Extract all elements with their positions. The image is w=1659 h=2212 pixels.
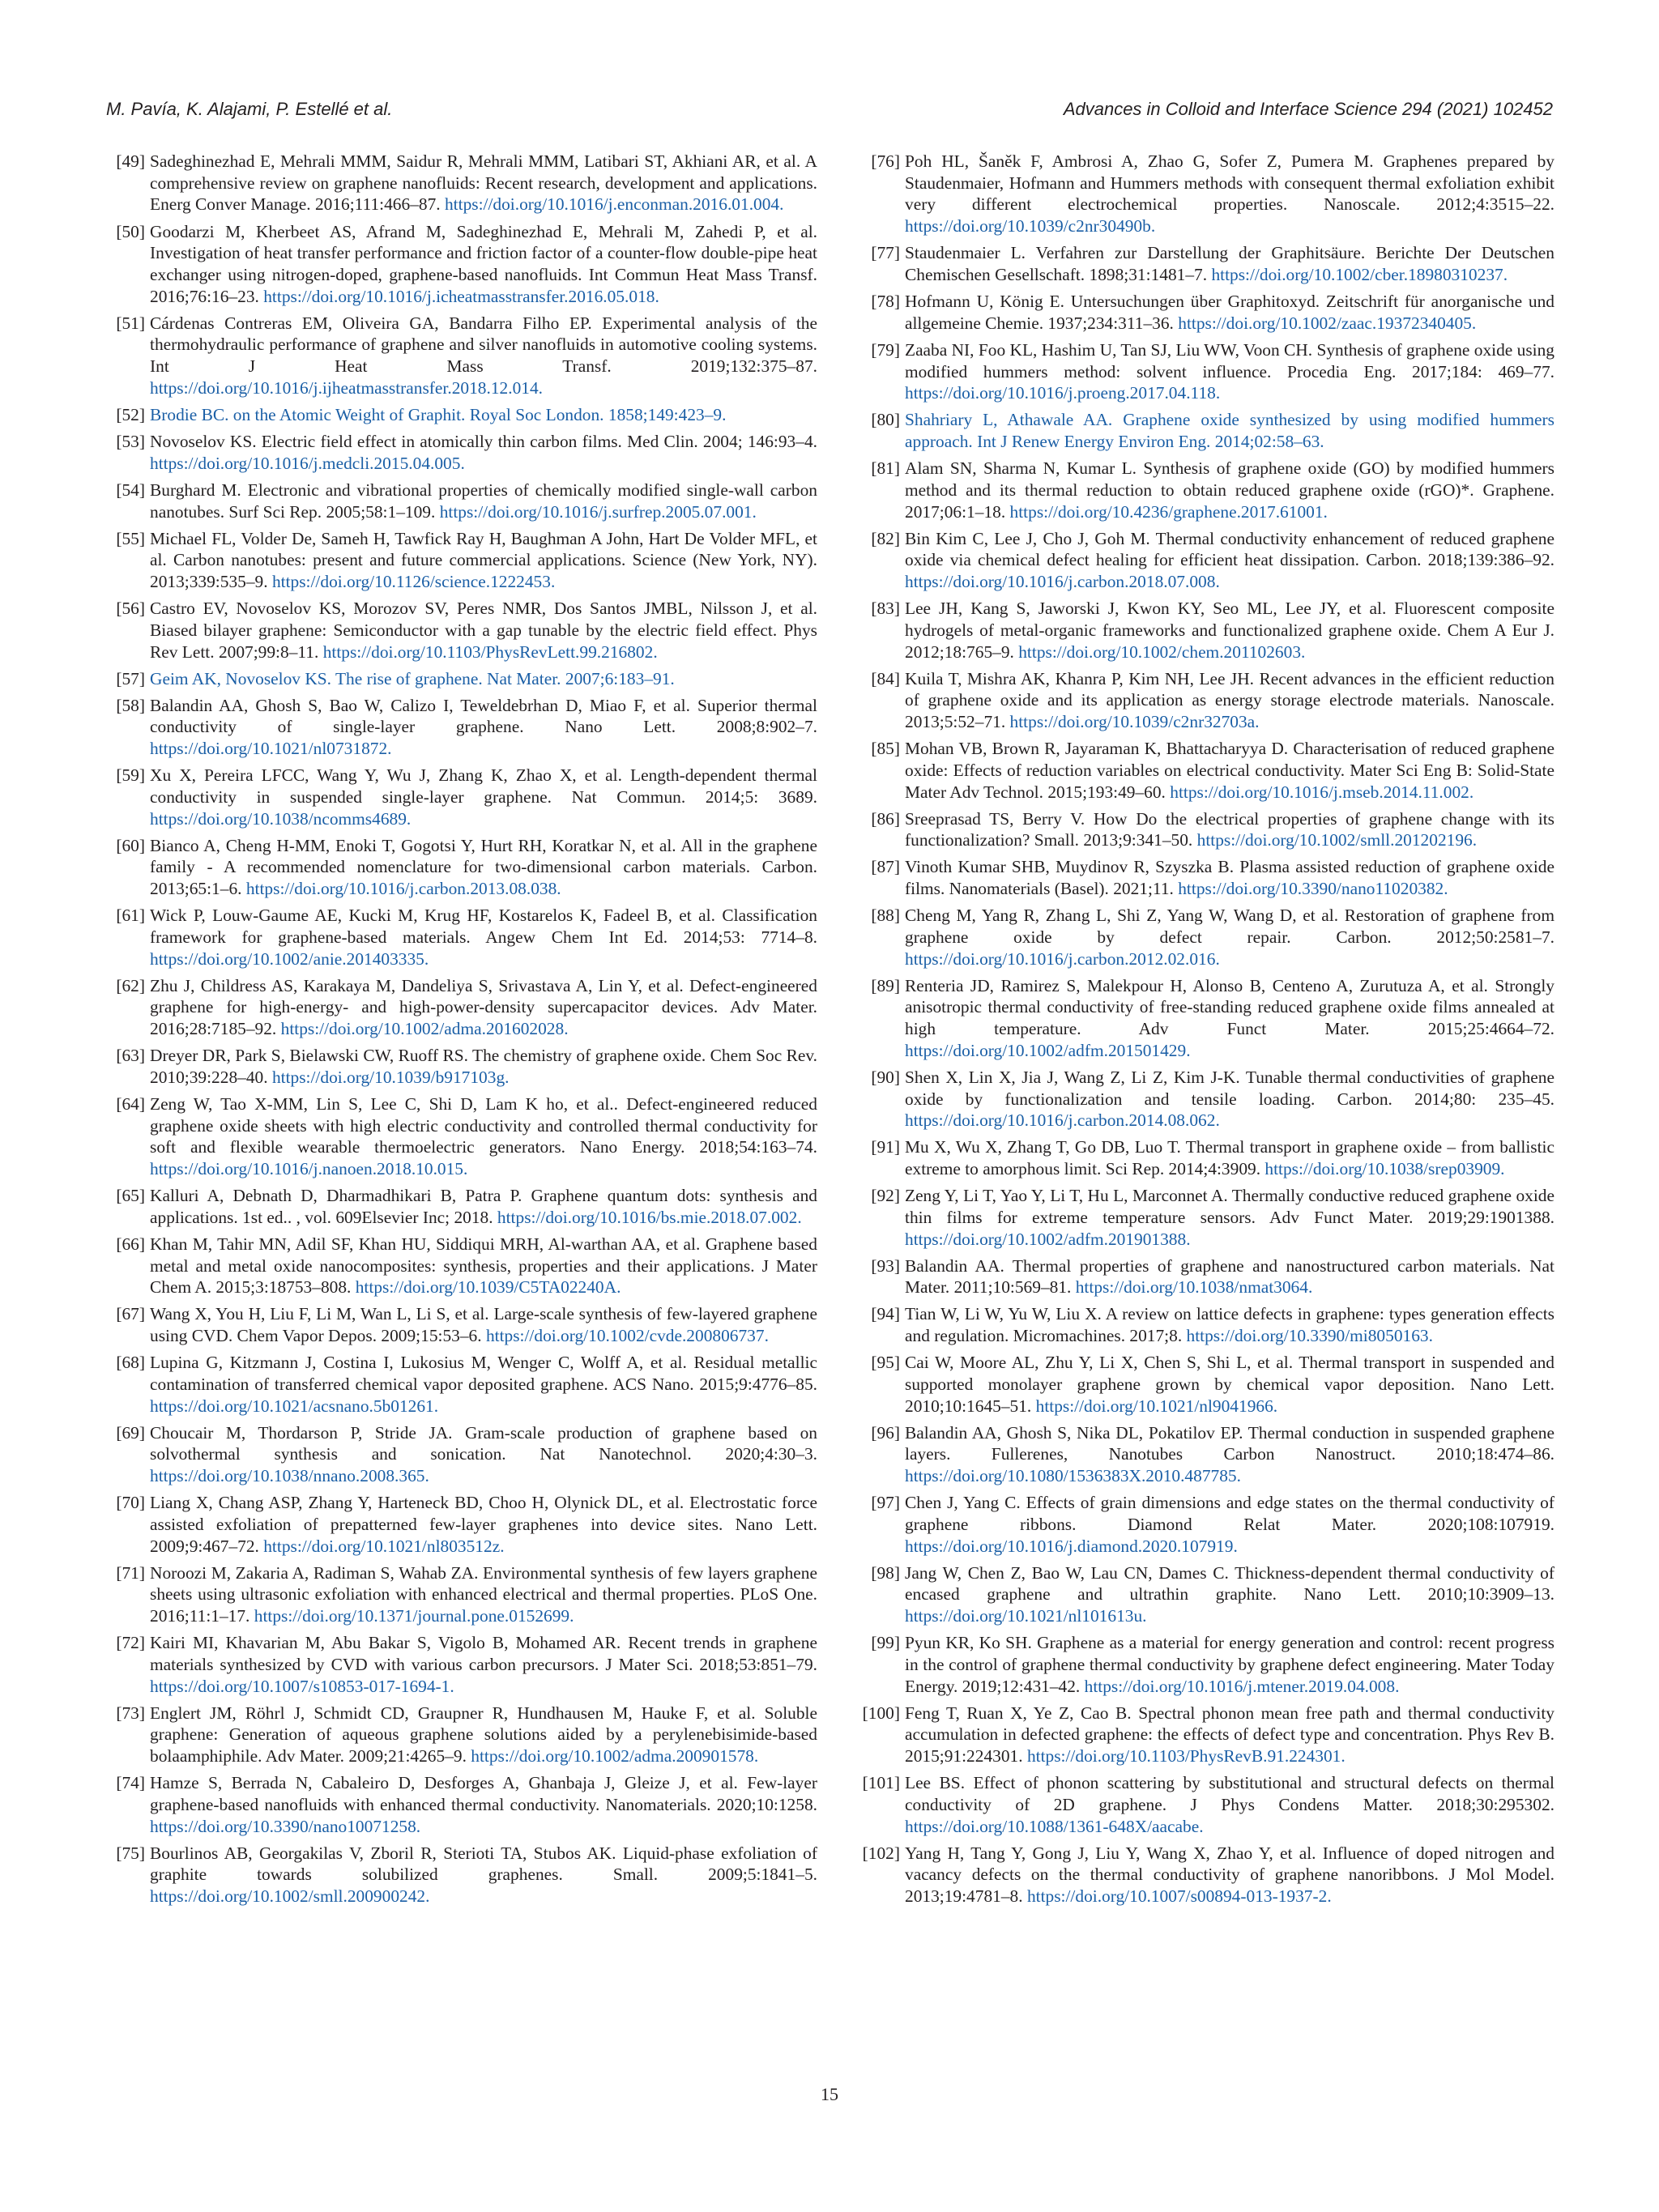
reference-number: [88] [871,906,900,926]
reference-item: [59] Xu X, Pereira LFCC, Wang Y, Wu J, Zhang K, Zhao X, et al. Length-dependent thermal conductivity in suspended single-layer graphene. Nat Commun. 2014;5: 3689. https://doi.org/10.1038/ncomms4689. [106,765,817,829]
reference-item: [55] Michael FL, Volder De, Sameh H, Tawfick Ray H, Baughman A John, Hart De Volder MFL, et al. Carbon nanotubes: present and future commercial applications. Science (New York, NY). 2013;339:535–9. https://doi.org/10.1126/science.1222453. [106,528,817,593]
reference-item [106,404,817,426]
reference-number: [102] [862,1843,900,1863]
reference-link[interactable]: https://doi.org/10.1016/j.diamond.2020.107919 [905,1536,1234,1556]
reference-link[interactable]: https://doi.org/10.3390/nano11020382 [1178,879,1444,899]
reference-text: Tian W, Li W, Yu W, Liu X. A review on lattice defects in graphene: types generation effects and regulation. Micromachines. 2017;8. [905,1304,1555,1346]
reference-item: [83] Lee JH, Kang S, Jaworski J, Kwon KY, Seo ML, Lee JY, et al. Fluorescent composite hydrogels of metal-organic frameworks and functionalized graphene oxide. Chem A Eur J. 2012;18:765–9. https://doi.org/10.1002/chem.201102603. [859,598,1555,663]
reference-item: [95] Cai W, Moore AL, Zhu Y, Li X, Chen S, Shi L, et al. Thermal transport in suspended and supported monolayer graphene grown by chemical vapor deposition. Nano Lett. 2010;10:1645–51. https://doi.org/10.1021/nl9041966. [859,1352,1555,1417]
reference-number: [97] [871,1493,900,1513]
reference-item: [73] Englert JM, Röhrl J, Schmidt CD, Graupner R, Hundhausen M, Hauke F, et al. Soluble graphene: Generation of aqueous graphene solutions aided by a perylenebisimide-based bolaamphiphile. Adv Mater. 2009;21:4265–9. https://doi.org/10.1002/adma.200901578. [106,1703,817,1767]
reference-text: Balandin AA. Thermal properties of graphene and nanostructured carbon materials. Nat Mater. 2011;10:569–81. [905,1255,1555,1298]
reference-item: [88] Cheng M, Yang R, Zhang L, Shi Z, Yang W, Wang D, et al. Restoration of graphene from graphene oxide by defect repair. Carbon. 2012;50:2581–7. https://doi.org/10.1016/j.carbon.2012.02.016. [859,905,1555,970]
reference-number: [51] [116,313,145,333]
reference-number: [59] [116,765,145,786]
reference-text: Burghard M. Electronic and vibrational properties of chemically modified single-wall carbon nanotubes. Surf Sci Rep. 2005;58:1–109. [150,479,817,522]
reference-link[interactable]: https://doi.org/10.1016/bs.mie.2018.07.002 [497,1207,798,1227]
reference-text: Alam SN, Sharma N, Kumar L. Synthesis of graphene oxide (GO) by modified hummers method and its thermal reduction to obtain reduced graphene oxide (rGO)*. Graphene. 2017;06:1–18. [905,458,1555,522]
reference-text: Mohan VB, Brown R, Jayaraman K, Bhattacharyya D. Characterisation of reduced graphene oxide: Effects of reduction variables on electrical conductivity. Mater Sci Eng B: Solid-State Mater Adv Technol. 2015;193:49–60. [905,739,1555,802]
reference-text: Noroozi M, Zakaria A, Radiman S, Wahab ZA. Environmental synthesis of few layers graphene sheets using ultrasonic exfoliation with enhanced electrical and thermal properties. PLoS One. 2016;11:1–17. [150,1562,817,1626]
reference-item: [78] Hofmann U, König E. Untersuchungen über Graphitoxyd. Zeitschrift für anorganische und allgemeine Chemie. 1937;234:311–36. https://doi.org/10.1002/zaac.19372340405. [859,291,1555,334]
reference-link[interactable]: https://doi.org/10.1039/c2nr30490b [905,216,1151,237]
reference-text: Bourlinos AB, Georgakilas V, Zboril R, Sterioti TA, Stubos AK. Liquid-phase exfoliation of graphite towards solubilized graphenes. Small. 2009;5:1841–5. [150,1843,817,1885]
reference-link[interactable]: https://doi.org/10.1016/j.enconman.2016.01.004 [444,194,780,215]
reference-item: [77] Staudenmaier L. Verfahren zur Darstellung der Graphitsäure. Berichte Der Deutschen Chemischen Gesellschaft. 1898;31:1481–7. https://doi.org/10.1002/cber.18980310237. [859,242,1555,285]
reference-number: [68] [116,1353,145,1373]
reference-link[interactable]: https://doi.org/10.1007/s00894-013-1937-2 [1026,1886,1328,1907]
reference-link[interactable]: https://doi.org/10.1021/nl9041966 [1035,1396,1273,1416]
reference-text: Cheng M, Yang R, Zhang L, Shi Z, Yang W, Wang D, et al. Restoration of graphene from graphene oxide by defect repair. Carbon. 2012;50:2581–7. [905,906,1555,947]
reference-link[interactable]: https://doi.org/10.1038/srep03909 [1265,1159,1501,1179]
reference-text: Poh HL, Šaněk F, Ambrosi A, Zhao G, Sofer Z, Pumera M. Graphenes prepared by Staudenmaier, Hofmann and Hummers methods with consequent thermal exfoliation exhibit very different electrochemical properties. Nanoscale. 2012;4:3515–22. [905,151,1555,215]
reference-text: Bianco A, Cheng H-MM, Enoki T, Gogotsi Y, Hurt RH, Koratkar N, et al. All in the graphene family - A recommended nomenclature for two-dimensional carbon materials. Carbon. 2013;65:1–6. [150,835,817,899]
reference-number: [60] [116,835,145,855]
reference-link[interactable]: https://doi.org/10.1002/adma.201602028 [280,1019,565,1039]
reference-item: [63] Dreyer DR, Park S, Bielawski CW, Ruoff RS. The chemistry of graphene oxide. Chem Soc Rev. 2010;39:228–40. https://doi.org/10.1039/b917103g. [106,1045,817,1088]
reference-text: Balandin AA, Ghosh S, Bao W, Calizo I, Teweldebrhan D, Miao F, et al. Superior thermal conductivity of single-layer graphene. Nano Lett. 2008;8:902–7. [150,695,817,737]
reference-number: [75] [116,1843,145,1863]
reference-number: [93] [871,1255,900,1276]
reference-item [859,409,1555,452]
reference-number: [81] [871,458,900,479]
reference-text: Goodarzi M, Kherbeet AS, Afrand M, Sadeghinezhad E, Mehrali M, Zahedi P, et al. Investigation of heat transfer performance and friction factor of a counter-flow double-pipe heat exchanger using nitrogen-doped, graphene-based nanofluids. Int Commun Heat Mass Transf. 2016;76:16–23. [150,221,817,306]
reference-number: [96] [871,1422,900,1443]
reference-number: [63] [116,1046,145,1066]
reference-item: [91] Mu X, Wu X, Zhang T, Go DB, Luo T. Thermal transport in graphene oxide – from ballistic extreme to amorphous limit. Sci Rep. 2014;4:3909. https://doi.org/10.1038/srep03909. [859,1136,1555,1179]
reference-text: Castro EV, Novoselov KS, Morozov SV, Peres NMR, Dos Santos JMBL, Nilsson J, et al. Biased bilayer graphene: Semiconductor with a gap tunable by the electric field effect. Phys Rev Lett. 2007;99:8–11. [150,599,817,662]
reference-number: [90] [871,1067,900,1087]
reference-link[interactable]: Brodie BC. on the Atomic Weight of Graphit. Royal Soc London. 1858;149:423–9. [150,404,727,424]
reference-text: Khan M, Tahir MN, Adil SF, Khan HU, Siddiqui MRH, Al-warthan AA, et al. Graphene based metal and metal oxide nanocomposites: synthesis, properties and their applications. J Mater Chem A. 2015;3:18753–808. [150,1234,817,1298]
reference-link[interactable]: https://doi.org/10.1016/j.icheatmasstransfer.2016.05.018 [263,286,655,306]
reference-link[interactable]: https://doi.org/10.1002/smll.201202196 [1196,830,1473,850]
reference-number: [92] [871,1186,900,1206]
reference-text: Zaaba NI, Foo KL, Hashim U, Tan SJ, Liu WW, Voon CH. Synthesis of graphene oxide using modified hummers method: solvent influence. Procedia Eng. 2017;184: 469–77. [905,339,1555,381]
reference-number: [100] [862,1703,900,1723]
reference-link[interactable]: https://doi.org/10.1126/science.1222453 [271,572,551,591]
reference-link[interactable]: https://doi.org/10.1021/nl101613u [905,1606,1143,1626]
reference-link[interactable]: https://doi.org/10.1080/1536383X.2010.487785 [905,1466,1237,1486]
reference-text: Zeng Y, Li T, Yao Y, Li T, Hu L, Marconnet A. Thermally conductive reduced graphene oxide thin films for extreme temperature sensors. Adv Funct Mater. 2019;29:1901388. [905,1186,1555,1227]
reference-item: [61] Wick P, Louw-Gaume AE, Kucki M, Krug HF, Kostarelos K, Fadeel B, et al. Classification framework for graphene-based materials. Angew Chem Int Ed. 2014;53: 7714–8. https://doi.org/10.1002/anie.201403335. [106,905,817,970]
reference-link[interactable]: https://doi.org/10.1002/adfm.201901388 [905,1229,1187,1249]
reference-item: [75] Bourlinos AB, Georgakilas V, Zboril R, Sterioti TA, Stubos AK. Liquid-phase exfoliation of graphite towards solubilized graphenes. Small. 2009;5:1841–5. https://doi.org/10.1002/smll.200900242. [106,1843,817,1907]
reference-number: [69] [116,1422,145,1443]
reference-number: [87] [871,857,900,877]
reference-link[interactable]: https://doi.org/10.1103/PhysRevB.91.224301 [1026,1746,1341,1767]
reference-number: [49] [116,151,145,171]
reference-item: [84] Kuila T, Mishra AK, Khanra P, Kim NH, Lee JH. Recent advances in the efficient reduction of graphene oxide and its application as energy storage electrode materials. Nanoscale. 2013;5:52–71. https://doi.org/10.1039/c2nr32703a. [859,668,1555,733]
reference-link[interactable]: https://doi.org/10.1002/chem.201102603 [1018,641,1302,662]
header-authors: M. Pavía, K. Alajami, P. Estellé et al. [106,99,393,119]
reference-number: [64] [116,1093,145,1114]
reference-text: Lee BS. Effect of phonon scattering by substitutional and structural defects on thermal conductivity of 2D graphene. J Phys Condens Matter. 2018;30:295302. [905,1773,1555,1814]
reference-number: [74] [116,1773,145,1793]
reference-text: Kalluri A, Debnath D, Dharmadhikari B, Patra P. Graphene quantum dots: synthesis and applications. 1st ed.. , vol. 609Elsevier Inc; 2018. [150,1186,817,1227]
reference-text: Jang W, Chen Z, Bao W, Lau CN, Dames C. Thickness-dependent thermal conductivity of encased graphene and ultrathin graphite. Nano Lett. 2010;10:3909–13. [905,1562,1555,1605]
reference-item: [89] Renteria JD, Ramirez S, Malekpour H, Alonso B, Centeno A, Zurutuza A, et al. Strongly anisotropic thermal conductivity of free-standing reduced graphene oxide films annealed at high temperature. Adv Funct Mater. 2015;25:4664–72. https://doi.org/10.1002/adfm.201501429. [859,975,1555,1062]
reference-link[interactable]: https://doi.org/10.1038/nmat3064 [1075,1277,1308,1298]
reference-link[interactable]: https://doi.org/10.1002/adma.200901578 [471,1746,754,1767]
reference-link[interactable]: https://doi.org/10.1016/j.carbon.2013.08.038 [245,879,557,899]
running-header [106,99,1553,131]
reference-link[interactable]: https://doi.org/10.1039/b917103g [271,1067,505,1087]
reference-text: Bin Kim C, Lee J, Cho J, Goh M. Thermal conductivity enhancement of reduced graphene oxide via chemical defect healing for efficient heat dissipation. Carbon. 2018;139:386–92. [905,528,1555,570]
reference-link[interactable]: https://doi.org/10.1002/cber.18980310237 [1211,264,1503,284]
reference-item: [90] Shen X, Lin X, Jia J, Wang Z, Li Z, Kim J-K. Tunable thermal conductivities of graphene oxide by functionalization and tensile loading. Carbon. 2014;80: 235–45. https://doi.org/10.1016/j.carbon.2014.08.062. [859,1067,1555,1132]
reference-link[interactable]: https://doi.org/10.4236/graphene.2017.61001 [1009,501,1324,522]
reference-number: [50] [116,221,145,241]
reference-link[interactable]: https://doi.org/10.1016/j.ijheatmasstransfer.2018.12.014 [150,377,539,398]
reference-number: [66] [116,1234,145,1254]
reference-text: Mu X, Wu X, Zhang T, Go DB, Luo T. Thermal transport in graphene oxide – from ballistic extreme to amorphous limit. Sci Rep. 2014;4:3909. [905,1137,1555,1179]
reference-text: Michael FL, Volder De, Sameh H, Tawfick Ray H, Baughman A John, Hart De Volder MFL, et al. Carbon nanotubes: present and future commercial applications. Science (New York, NY). 2013;339:535–9. [150,528,817,591]
reference-text: Liang X, Chang ASP, Zhang Y, Harteneck BD, Choo H, Olynick DL, et al. Electrostatic force assisted exfoliation of prepatterned few-layer graphenes into device sites. Nano Lett. 2009;9:467–72. [150,1493,817,1556]
reference-item: [82] Bin Kim C, Lee J, Cho J, Goh M. Thermal conductivity enhancement of reduced graphene oxide via chemical defect healing for efficient heat dissipation. Carbon. 2018;139:386–92. https://doi.org/10.1016/j.carbon.2018.07.008. [859,528,1555,593]
reference-item: [74] Hamze S, Berrada N, Cabaleiro D, Desforges A, Ghanbaja J, Gleize J, et al. Few-layer graphene-based nanofluids with enhanced thermal conductivity. Nanomaterials. 2020;10:1258. https://doi.org/10.3390/nano10071258. [106,1772,817,1837]
reference-link[interactable]: https://doi.org/10.1021/nl803512z [263,1536,501,1556]
reference-text: Balandin AA, Ghosh S, Nika DL, Pokatilov EP. Thermal conduction in suspended graphene layers. Fullerenes, Nanotubes Carbon Nanostruct. 2010;18:474–86. [905,1422,1555,1464]
reference-item: [85] Mohan VB, Brown R, Jayaraman K, Bhattacharyya D. Characterisation of reduced graphene oxide: Effects of reduction variables on electrical conductivity. Mater Sci Eng B: Solid-State Mater Adv Technol. 2015;193:49–60. https://doi.org/10.1016/j.mseb.2014.11.002. [859,738,1555,803]
reference-text: Yang H, Tang Y, Gong J, Liu Y, Wang X, Zhao Y, et al. Influence of doped nitrogen and vacancy defects on the thermal conductivity of graphene nanoribbons. J Mol Model. 2013;19:4781–8. [905,1843,1555,1907]
reference-item: [66] Khan M, Tahir MN, Adil SF, Khan HU, Siddiqui MRH, Al-warthan AA, et al. Graphene based metal and metal oxide nanocomposites: synthesis, properties and their applications. J Mater Chem A. 2015;3:18753–808. https://doi.org/10.1039/C5TA02240A. [106,1234,817,1298]
reference-number: [67] [116,1304,145,1324]
reference-number: [54] [116,479,145,500]
reference-number: [82] [871,528,900,548]
reference-link[interactable]: https://doi.org/10.1016/j.mseb.2014.11.002 [1170,782,1469,802]
reference-number: [83] [871,599,900,619]
reference-text: Feng T, Ruan X, Ye Z, Cao B. Spectral phonon mean free path and thermal conductivity accumulation in defected graphene: the effects of defect type and concentration. Phys Rev B. 2015;91:224301. [905,1703,1555,1767]
reference-number: [95] [871,1353,900,1373]
reference-link[interactable]: https://doi.org/10.1371/journal.pone.0152699 [254,1606,570,1626]
reference-number: [89] [871,975,900,995]
reference-item: [79] Zaaba NI, Foo KL, Hashim U, Tan SJ, Liu WW, Voon CH. Synthesis of graphene oxide using modified hummers method: solvent influence. Procedia Eng. 2017;184: 469–77. https://doi.org/10.1016/j.proeng.2017.04.118. [859,339,1555,404]
reference-link[interactable]: https://doi.org/10.1016/j.surfrep.2005.07.001 [439,501,753,522]
reference-link[interactable]: https://doi.org/10.1016/j.carbon.2018.07.008 [905,572,1216,591]
reference-link[interactable]: https://doi.org/10.3390/nano10071258 [150,1816,416,1836]
reference-link[interactable]: Shahriary L, Athawale AA. Graphene oxide synthesized by using modified hummers approach. Int J Renew Energy Environ Eng. 2014;02:58–63. [905,410,1555,451]
reference-item: [70] Liang X, Chang ASP, Zhang Y, Harteneck BD, Choo H, Olynick DL, et al. Electrostatic force assisted exfoliation of prepatterned few-layer graphenes into device sites. Nano Lett. 2009;9:467–72. https://doi.org/10.1021/nl803512z. [106,1492,817,1557]
reference-link[interactable]: https://doi.org/10.1007/s10853-017-1694-1 [150,1676,450,1696]
reference-text: Novoselov KS. Electric field effect in atomically thin carbon films. Med Clin. 2004; 146:93–4. [150,432,817,451]
reference-item: [87] Vinoth Kumar SHB, Muydinov R, Szyszka B. Plasma assisted reduction of graphene oxide films. Nanomaterials (Basel). 2021;11. https://doi.org/10.3390/nano11020382. [859,856,1555,899]
reference-text: Dreyer DR, Park S, Bielawski CW, Ruoff RS. The chemistry of graphene oxide. Chem Soc Rev. 2010;39:228–40. [150,1046,817,1087]
reference-text: Pyun KR, Ko SH. Graphene as a material for energy generation and control: recent progress in the control of graphene thermal conductivity by graphene defect engineering. Mater Today Energy. 2019;12:431–42. [905,1633,1555,1696]
reference-item: [51] Cárdenas Contreras EM, Oliveira GA, Bandarra Filho EP. Experimental analysis of the thermohydraulic performance of graphene and silver nanofluids in automotive cooling systems. Int J Heat Mass Transf. 2019;132:375–87. https://doi.org/10.1016/j.ijheatmasstransfer.2018.12.014. [106,313,817,399]
reference-item: [54] Burghard M. Electronic and vibrational properties of chemically modified single-wall carbon nanotubes. Surf Sci Rep. 2005;58:1–109. https://doi.org/10.1016/j.surfrep.2005.07.001. [106,479,817,522]
reference-item: [98] Jang W, Chen Z, Bao W, Lau CN, Dames C. Thickness-dependent thermal conductivity of encased graphene and ultrathin graphite. Nano Lett. 2010;10:3909–13. https://doi.org/10.1021/nl101613u. [859,1562,1555,1627]
reference-item: [67] Wang X, You H, Liu F, Li M, Wan L, Li S, et al. Large-scale synthesis of few-layered graphene using CVD. Chem Vapor Depos. 2009;15:53–6. https://doi.org/10.1002/cvde.200806737. [106,1303,817,1346]
reference-link[interactable]: https://doi.org/10.1016/j.carbon.2014.08.062 [905,1110,1216,1131]
reference-item: [65] Kalluri A, Debnath D, Dharmadhikari B, Patra P. Graphene quantum dots: synthesis and applications. 1st ed.. , vol. 609Elsevier Inc; 2018. https://doi.org/10.1016/bs.mie.2018.07.002. [106,1185,817,1228]
reference-link[interactable]: https://doi.org/10.1038/nnano.2008.365 [150,1466,425,1486]
reference-item: [60] Bianco A, Cheng H-MM, Enoki T, Gogotsi Y, Hurt RH, Koratkar N, et al. All in the graphene family - A recommended nomenclature for two-dimensional carbon materials. Carbon. 2013;65:1–6. https://doi.org/10.1016/j.carbon.2013.08.038. [106,835,817,900]
reference-item: [69] Choucair M, Thordarson P, Stride JA. Gram-scale production of graphene based on solvothermal synthesis and sonication. Nat Nanotechnol. 2020;4:30–3. https://doi.org/10.1038/nnano.2008.365. [106,1422,817,1487]
reference-text: Xu X, Pereira LFCC, Wang Y, Wu J, Zhang K, Zhao X, et al. Length-dependent thermal conductivity in suspended single-layer graphene. Nat Commun. 2014;5: 3689. [150,765,817,807]
reference-link[interactable]: https://doi.org/10.1002/cvde.200806737 [485,1326,765,1346]
reference-link[interactable]: https://doi.org/10.1002/adfm.201501429 [905,1040,1187,1060]
reference-link[interactable]: https://doi.org/10.1103/PhysRevLett.99.216802 [322,641,654,662]
reference-link[interactable]: https://doi.org/10.1002/smll.200900242 [150,1886,426,1907]
reference-number: [80] [871,410,900,430]
reference-number: [71] [116,1562,145,1583]
reference-text: Sadeghinezhad E, Mehrali MMM, Saidur R, Mehrali MMM, Latibari ST, Akhiani AR, et al. A comprehensive review on graphene nanofluids: Recent research, development and applications. Energ Conver Manage. 2016;111:466–87. [150,151,817,215]
reference-number: [62] [116,975,145,995]
reference-item: [101] Lee BS. Effect of phonon scattering by substitutional and structural defects on thermal conductivity of 2D graphene. J Phys Condens Matter. 2018;30:295302. https://doi.org/10.1088/1361-648X/aacabe. [859,1772,1555,1837]
reference-item: [97] Chen J, Yang C. Effects of grain dimensions and edge states on the thermal conductivity of graphene ribbons. Diamond Relat Mater. 2020;108:107919. https://doi.org/10.1016/j.diamond.2020.107919. [859,1492,1555,1557]
reference-text: Cai W, Moore AL, Zhu Y, Li X, Chen S, Shi L, et al. Thermal transport in suspended and supported monolayer graphene grown by chemical vapor deposition. Nano Lett. 2010;10:1645–51. [905,1353,1555,1416]
reference-number: [56] [116,599,145,619]
reference-text: Shen X, Lin X, Jia J, Wang Z, Li Z, Kim J-K. Tunable thermal conductivities of graphene oxide by functionalization and tensile loading. Carbon. 2014;80: 235–45. [905,1067,1555,1109]
reference-number: [84] [871,668,900,688]
reference-link[interactable]: https://doi.org/10.1016/j.carbon.2012.02.016 [905,948,1216,969]
reference-item: [92] Zeng Y, Li T, Yao Y, Li T, Hu L, Marconnet A. Thermally conductive reduced graphene oxide thin films for extreme temperature sensors. Adv Funct Mater. 2019;29:1901388. https://doi.org/10.1002/adfm.201901388. [859,1185,1555,1250]
reference-link[interactable]: https://doi.org/10.1038/ncomms4689 [150,808,407,829]
reference-number: [77] [871,243,900,263]
references-left-column [106,151,817,1912]
reference-item: [49] Sadeghinezhad E, Mehrali MMM, Saidur R, Mehrali MMM, Latibari ST, Akhiani AR, et al. A comprehensive review on graphene nanofluids: Recent research, development and applications. Energ Conver Manage. 2016;111:466–87. https://doi.org/10.1016/j.enconman.2016.01.004. [106,151,817,215]
reference-text: Wang X, You H, Liu F, Li M, Wan L, Li S, et al. Large-scale synthesis of few-layered graphene using CVD. Chem Vapor Depos. 2009;15:53–6. [150,1304,817,1346]
reference-text: Chen J, Yang C. Effects of grain dimensions and edge states on the thermal conductivity of graphene ribbons. Diamond Relat Mater. 2020;108:107919. [905,1493,1555,1534]
reference-number: [53] [116,432,145,451]
reference-text: Englert JM, Röhrl J, Schmidt CD, Graupner R, Hundhausen M, Hauke F, et al. Soluble graphene: Generation of aqueous graphene solutions aided by a perylenebisimide-based bolaamphiphile. Adv Mater. 2009;21:4265–9. [150,1703,817,1767]
reference-link[interactable]: https://doi.org/10.1016/j.proeng.2017.04.118 [905,383,1216,403]
reference-number: [57] [116,668,145,688]
reference-link[interactable]: https://doi.org/10.1016/j.medcli.2015.04.005 [150,453,461,473]
reference-text: Hamze S, Berrada N, Cabaleiro D, Desforges A, Ghanbaja J, Gleize J, et al. Few-layer graphene-based nanofluids with enhanced thermal conductivity. Nanomaterials. 2020;10:1258. [150,1773,817,1814]
reference-item: [100] Feng T, Ruan X, Ye Z, Cao B. Spectral phonon mean free path and thermal conductivity accumulation in defected graphene: the effects of defect type and concentration. Phys Rev B. 2015;91:224301. https://doi.org/10.1103/PhysRevB.91.224301. [859,1703,1555,1767]
reference-text: Zhu J, Childress AS, Karakaya M, Dandeliya S, Srivastava A, Lin Y, et al. Defect-engineered graphene for high-energy- and high-power-density supercapacitor devices. Adv Mater. 2016;28:7185–92. [150,975,817,1039]
reference-item: [102] Yang H, Tang Y, Gong J, Liu Y, Wang X, Zhao Y, et al. Influence of doped nitrogen and vacancy defects on the thermal conductivity of graphene nanoribbons. J Mol Model. 2013;19:4781–8. https://doi.org/10.1007/s00894-013-1937-2. [859,1843,1555,1907]
reference-text: Vinoth Kumar SHB, Muydinov R, Szyszka B. Plasma assisted reduction of graphene oxide films. Nanomaterials (Basel). 2021;11. [905,857,1555,899]
reference-text: Wick P, Louw-Gaume AE, Kucki M, Krug HF, Kostarelos K, Fadeel B, et al. Classification framework for graphene-based materials. Angew Chem Int Ed. 2014;53: 7714–8. [150,906,817,947]
reference-link[interactable]: https://doi.org/10.1016/j.nanoen.2018.10.015 [150,1159,464,1179]
reference-number: [52] [116,404,145,424]
reference-number: [79] [871,339,900,360]
reference-link[interactable]: https://doi.org/10.3390/mi8050163 [1186,1326,1429,1346]
reference-number: [99] [871,1633,900,1653]
reference-text: Choucair M, Thordarson P, Stride JA. Gram-scale production of graphene based on solvothermal synthesis and sonication. Nat Nanotechnol. 2020;4:30–3. [150,1422,817,1464]
reference-item: [81] Alam SN, Sharma N, Kumar L. Synthesis of graphene oxide (GO) by modified hummers method and its thermal reduction to obtain reduced graphene oxide (rGO)*. Graphene. 2017;06:1–18. https://doi.org/10.4236/graphene.2017.61001. [859,458,1555,522]
reference-number: [73] [116,1703,145,1723]
reference-text: Hofmann U, König E. Untersuchungen über Graphitoxyd. Zeitschrift für anorganische und allgemeine Chemie. 1937;234:311–36. [905,292,1555,333]
reference-number: [101] [862,1773,900,1793]
reference-text: Kairi MI, Khavarian M, Abu Bakar S, Vigolo B, Mohamed AR. Recent trends in graphene materials synthesized by CVD with various carbon precursors. J Mater Sci. 2018;53:851–79. [150,1633,817,1674]
reference-number: [91] [871,1137,900,1157]
reference-text: Kuila T, Mishra AK, Khanra P, Kim NH, Lee JH. Recent advances in the efficient reduction of graphene oxide and its application as energy storage electrode materials. Nanoscale. 2013;5:52–71. [905,668,1555,731]
references-right-column [859,151,1555,1912]
reference-link[interactable]: https://doi.org/10.1088/1361-648X/aacabe [905,1816,1200,1836]
reference-number: [58] [116,695,145,715]
reference-item [106,668,817,690]
header-journal: Advances in Colloid and Interface Science 294 (2021) 102452 [1063,99,1553,119]
reference-link[interactable]: https://doi.org/10.1039/C5TA02240A [355,1277,617,1298]
reference-item: [72] Kairi MI, Khavarian M, Abu Bakar S, Vigolo B, Mohamed AR. Recent trends in graphene materials synthesized by CVD with various carbon precursors. J Mater Sci. 2018;53:851–79. https://doi.org/10.1007/s10853-017-1694-1. [106,1632,817,1697]
reference-item: [56] Castro EV, Novoselov KS, Morozov SV, Peres NMR, Dos Santos JMBL, Nilsson J, et al. Biased bilayer graphene: Semiconductor with a gap tunable by the electric field effect. Phys Rev Lett. 2007;99:8–11. https://doi.org/10.1103/PhysRevLett.99.216802. [106,598,817,663]
reference-link[interactable]: https://doi.org/10.1021/nl0731872 [150,739,388,759]
reference-number: [61] [116,906,145,926]
reference-item: [94] Tian W, Li W, Yu W, Liu X. A review on lattice defects in graphene: types generation effects and regulation. Micromachines. 2017;8. https://doi.org/10.3390/mi8050163. [859,1303,1555,1346]
reference-item: [76] Poh HL, Šaněk F, Ambrosi A, Zhao G, Sofer Z, Pumera M. Graphenes prepared by Staudenmaier, Hofmann and Hummers methods with consequent thermal exfoliation exhibit very different electrochemical properties. Nanoscale. 2012;4:3515–22. https://doi.org/10.1039/c2nr30490b. [859,151,1555,237]
reference-item: [62] Zhu J, Childress AS, Karakaya M, Dandeliya S, Srivastava A, Lin Y, et al. Defect-engineered graphene for high-energy- and high-power-density supercapacitor devices. Adv Mater. 2016;28:7185–92. https://doi.org/10.1002/adma.201602028. [106,975,817,1040]
reference-link[interactable]: https://doi.org/10.1016/j.mtener.2019.04.008 [1084,1676,1396,1696]
reference-text: Sreeprasad TS, Berry V. How Do the electrical properties of graphene change with its functionalization? Small. 2013;9:341–50. [905,808,1555,850]
reference-number: [76] [871,151,900,171]
reference-text: Cárdenas Contreras EM, Oliveira GA, Bandarra Filho EP. Experimental analysis of the thermohydraulic performance of graphene and silver nanofluids in automotive cooling systems. Int J Heat Mass Transf. 2019;132:375–87. [150,313,817,377]
reference-item: [96] Balandin AA, Ghosh S, Nika DL, Pokatilov EP. Thermal conduction in suspended graphene layers. Fullerenes, Nanotubes Carbon Nanostruct. 2010;18:474–86. https://doi.org/10.1080/1536383X.2010.487785. [859,1422,1555,1487]
reference-number: [70] [116,1493,145,1513]
reference-item: [93] Balandin AA. Thermal properties of graphene and nanostructured carbon materials. Nat Mater. 2011;10:569–81. https://doi.org/10.1038/nmat3064. [859,1255,1555,1298]
reference-number: [86] [871,808,900,829]
page-number: 15 [821,2084,838,2104]
reference-item: [53] Novoselov KS. Electric field effect in atomically thin carbon films. Med Clin. 2004; 146:93–4. https://doi.org/10.1016/j.medcli.2015.04.005. [106,431,817,474]
reference-text: Renteria JD, Ramirez S, Malekpour H, Alonso B, Centeno A, Zurutuza A, et al. Strongly anisotropic thermal conductivity of free-standing reduced graphene oxide films annealed at high temperature. Adv Funct Mater. 2015;25:4664–72. [905,975,1555,1039]
reference-number: [65] [116,1186,145,1206]
reference-item: [64] Zeng W, Tao X-MM, Lin S, Lee C, Shi D, Lam K ho, et al.. Defect-engineered reduced graphene oxide sheets with high electric conductivity and controlled thermal conductivity for soft and flexible wearable thermoelectric generators. Nano Energy. 2018;54:163–74. https://doi.org/10.1016/j.nanoen.2018.10.015. [106,1093,817,1180]
reference-link[interactable]: https://doi.org/10.1039/c2nr32703a [1009,712,1256,731]
reference-link[interactable]: https://doi.org/10.1002/zaac.19372340405 [1178,313,1472,333]
reference-item: [68] Lupina G, Kitzmann J, Costina I, Lukosius M, Wenger C, Wolff A, et al. Residual metallic contamination of transferred chemical vapor deposited graphene. ACS Nano. 2015;9:4776–85. https://doi.org/10.1021/acsnano.5b01261. [106,1352,817,1417]
reference-number: [94] [871,1304,900,1324]
reference-number: [85] [871,739,900,759]
reference-number: [55] [116,528,145,548]
reference-link[interactable]: Geim AK, Novoselov KS. The rise of graphene. Nat Mater. 2007;6:183–91. [150,668,675,688]
reference-text: Lupina G, Kitzmann J, Costina I, Lukosius M, Wenger C, Wolff A, et al. Residual metallic contamination of transferred chemical vapor deposited graphene. ACS Nano. 2015;9:4776–85. [150,1353,817,1394]
reference-item: [58] Balandin AA, Ghosh S, Bao W, Calizo I, Teweldebrhan D, Miao F, et al. Superior thermal conductivity of single-layer graphene. Nano Lett. 2008;8:902–7. https://doi.org/10.1021/nl0731872. [106,695,817,760]
reference-link[interactable]: https://doi.org/10.1002/anie.201403335 [150,948,424,969]
reference-text: Lee JH, Kang S, Jaworski J, Kwon KY, Seo ML, Lee JY, et al. Fluorescent composite hydrogels of metal-organic frameworks and functionalized graphene oxide. Chem A Eur J. 2012;18:765–9. [905,599,1555,662]
reference-text: Zeng W, Tao X-MM, Lin S, Lee C, Shi D, Lam K ho, et al.. Defect-engineered reduced graphene oxide sheets with high electric conductivity and controlled thermal conductivity for soft and flexible wearable thermoelectric generators. Nano Energy. 2018;54:163–74. [150,1093,817,1157]
reference-item: [99] Pyun KR, Ko SH. Graphene as a material for energy generation and control: recent progress in the control of graphene thermal conductivity by graphene defect engineering. Mater Today Energy. 2019;12:431–42. https://doi.org/10.1016/j.mtener.2019.04.008. [859,1632,1555,1697]
reference-item: [86] Sreeprasad TS, Berry V. How Do the electrical properties of graphene change with its functionalization? Small. 2013;9:341–50. https://doi.org/10.1002/smll.201202196. [859,808,1555,851]
reference-number: [72] [116,1633,145,1653]
reference-link[interactable]: https://doi.org/10.1021/acsnano.5b01261 [150,1396,434,1416]
reference-text: Staudenmaier L. Verfahren zur Darstellung der Graphitsäure. Berichte Der Deutschen Chemischen Gesellschaft. 1898;31:1481–7. [905,243,1555,284]
reference-number: [98] [871,1562,900,1583]
reference-item: [71] Noroozi M, Zakaria A, Radiman S, Wahab ZA. Environmental synthesis of few layers graphene sheets using ultrasonic exfoliation with enhanced electrical and thermal properties. PLoS One. 2016;11:1–17. https://doi.org/10.1371/journal.pone.0152699. [106,1562,817,1627]
reference-number: [78] [871,292,900,311]
reference-item: [50] Goodarzi M, Kherbeet AS, Afrand M, Sadeghinezhad E, Mehrali M, Zahedi P, et al. Investigation of heat transfer performance and friction factor of a counter-flow double-pipe heat exchanger using nitrogen-doped, graphene-based nanofluids. Int Commun Heat Mass Transf. 2016;76:16–23. https://doi.org/10.1016/j.icheatmasstransfer.2016.05.018. [106,221,817,308]
